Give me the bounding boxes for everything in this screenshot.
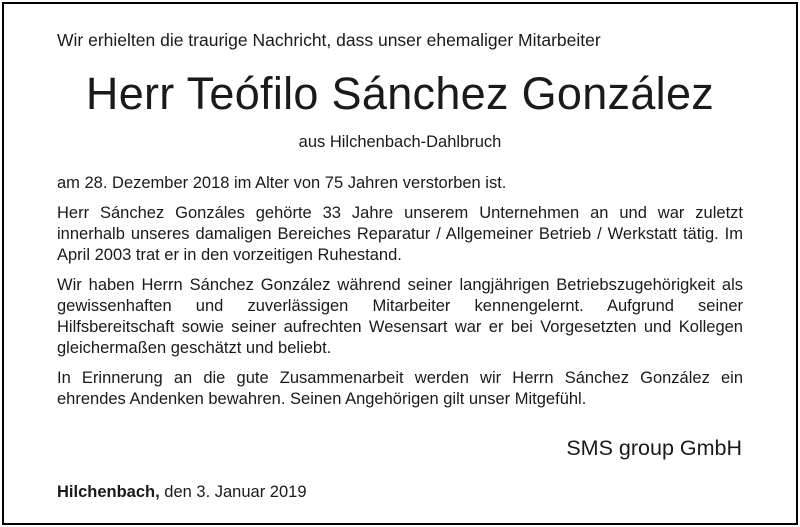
place-name: Hilchenbach, — [57, 483, 160, 501]
origin-text: aus Hilchenbach-Dahlbruch — [298, 133, 502, 151]
career-paragraph: Herr Sánchez Gonzáles gehörte 33 Jahre unserem Unternehmen an und war zuletzt innerhalb unseres damaligen Bereiches Reparatur / Allgemeiner Betrieb / Werkstatt tätig. Im April 2003 trat er in den vorzeitigen Ruhestand. — [57, 204, 743, 264]
intro-text: Wir erhielten die traurige Nachricht, dass unser ehemaliger Mitarbeiter — [57, 30, 601, 50]
place-date-line — [57, 482, 307, 502]
death-date-paragraph: am 28. Dezember 2018 im Alter von 75 Jahren verstorben ist. — [57, 174, 507, 192]
memorial-paragraph: In Erinnerung an die gute Zusammenarbeit werden wir Herrn Sánchez González ein ehrendes Andenken bewahren. Seinen Angehörigen gilt unser Mitgefühl. — [57, 369, 743, 408]
notice-date: den 3. Januar 2019 — [164, 483, 307, 501]
company-signature: SMS group GmbH — [566, 436, 742, 460]
character-paragraph: Wir haben Herrn Sánchez González während seiner langjährigen Betriebszugehörigkeit als gewissenhaften und zuverlässigen Mitarbeiter kennengelernt. Aufgrund seiner Hilfsbereitschaft sowie seiner aufrechten Wesensart war er bei Vorgesetzten und Kollegen gleichermaßen geschätzt und beliebt. — [57, 276, 743, 357]
deceased-name: Herr Teófilo Sánchez González — [85, 68, 715, 119]
